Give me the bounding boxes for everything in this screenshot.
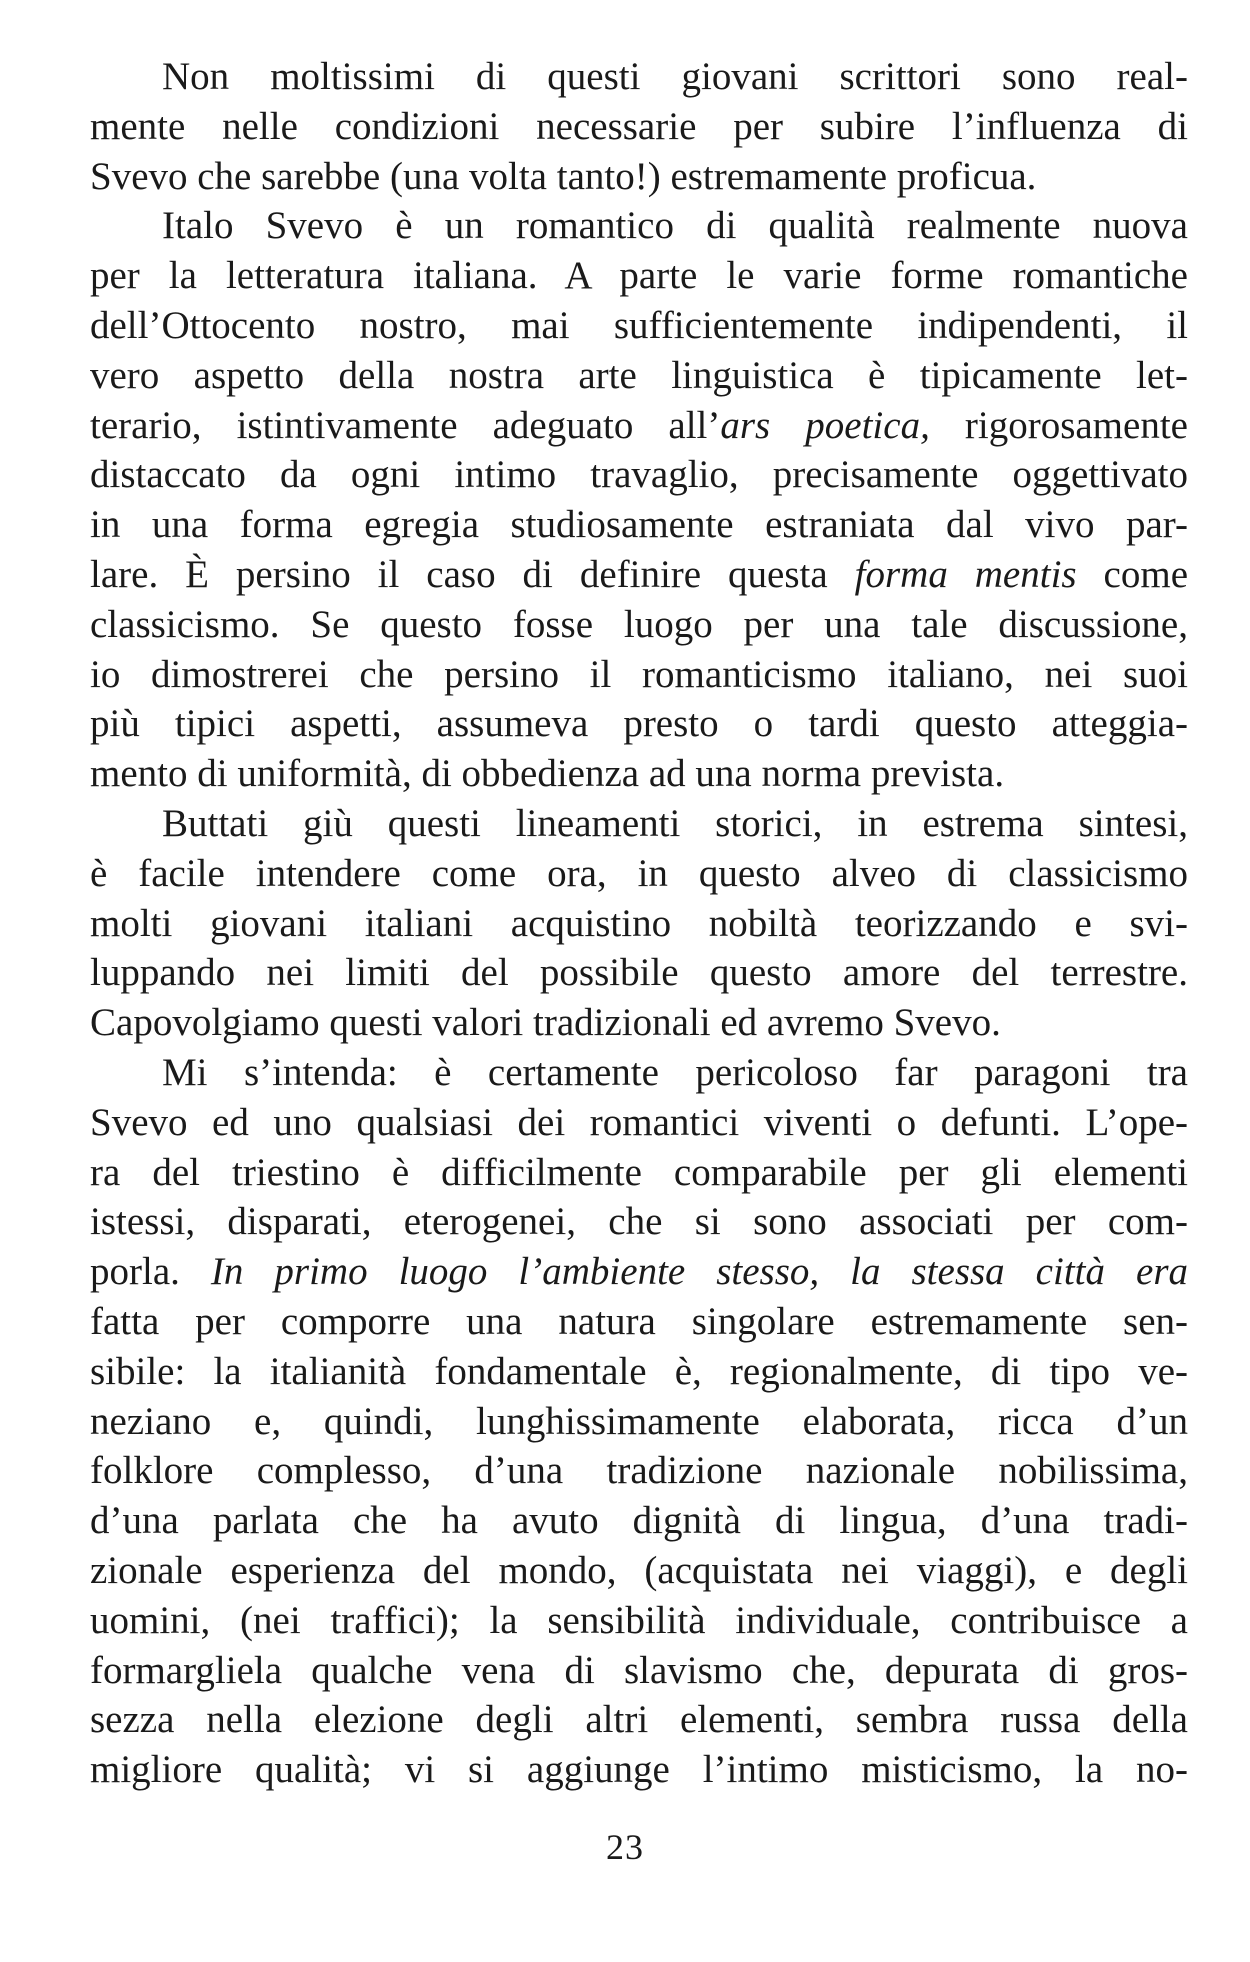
text-line: vero aspetto della nostra arte linguistica è tipicamente let- [90, 353, 1188, 397]
text-line: più tipici aspetti, assumeva presto o tardi questo atteggia- [90, 702, 1188, 746]
text-line: neziano e, quindi, lunghissimamente elaborata, ricca d’un [90, 1399, 1188, 1443]
text-line: molti giovani italiani acquistino nobiltà teorizzando e svi- [90, 901, 1188, 945]
text-line: Buttati giù questi lineamenti storici, in estrema sintesi, [162, 801, 1188, 845]
text-line: istessi, disparati, eterogenei, che si sono associati per com- [90, 1200, 1188, 1244]
text-line: Svevo che sarebbe (una volta tanto!) estremamente proficua. [90, 154, 1037, 198]
italic-phrase: forma mentis [854, 552, 1077, 596]
text-line: porla. In primo luogo l’ambiente stesso, la stessa città era [90, 1250, 1188, 1294]
text-line: Italo Svevo è un romantico di qualità realmente nuova [162, 204, 1188, 248]
text-line: sezza nella elezione degli altri elementi, sembra russa della [90, 1698, 1188, 1742]
text-line: classicismo. Se questo fosse luogo per una tale discussione, [90, 602, 1188, 646]
text-line: mento di uniformità, di obbedienza ad una norma prevista. [90, 752, 1005, 796]
text-line: distaccato da ogni intimo travaglio, precisamente oggettivato [90, 453, 1188, 497]
text-line: io dimostrerei che persino il romanticismo italiano, nei suoi [90, 652, 1188, 696]
text-line: per la letteratura italiana. A parte le varie forme romantiche [90, 254, 1188, 298]
body-text [90, 52, 1188, 1795]
text-line: formargliela qualche vena di slavismo che, depurata di gros- [90, 1648, 1188, 1692]
text-line: sibile: la italianità fondamentale è, regionalmente, di tipo ve- [90, 1349, 1188, 1393]
text-line: in una forma egregia studiosamente estraniata dal vivo par- [90, 503, 1188, 547]
page-number: 23 [606, 1827, 644, 1867]
text-line: mente nelle condizioni necessarie per subire l’influenza di [90, 104, 1188, 148]
text-line: Svevo ed uno qualsiasi dei romantici viventi o defunti. L’ope- [90, 1100, 1188, 1144]
text-line: terario, istintivamente adeguato all’ars poetica, rigorosamente [90, 403, 1188, 447]
text-line: dell’Ottocento nostro, mai sufficientemente indipendenti, il [90, 303, 1188, 347]
italic-phrase: ars poetica, [720, 403, 930, 447]
text-line: d’una parlata che ha avuto dignità di lingua, d’una tradi- [90, 1499, 1188, 1543]
text-line: Mi s’intenda: è certamente pericoloso far paragoni tra [162, 1050, 1188, 1094]
text-line: migliore qualità; vi si aggiunge l’intimo misticismo, la no- [90, 1748, 1188, 1792]
text-line: ra del triestino è difficilmente comparabile per gli elementi [90, 1150, 1188, 1194]
text-line: zionale esperienza del mondo, (acquistata nei viaggi), e degli [90, 1548, 1188, 1592]
text-line: uomini, (nei traffici); la sensibilità individuale, contribuisce a [90, 1598, 1188, 1642]
text-line: folklore complesso, d’una tradizione nazionale nobilissima, [90, 1449, 1188, 1493]
text-line: lare. È persino il caso di definire questa forma mentis come [90, 552, 1188, 596]
text-line: Non moltissimi di questi giovani scrittori sono real- [162, 55, 1188, 98]
italic-phrase: In primo luogo l’ambiente stesso, la stessa città era [210, 1250, 1188, 1294]
text-line: Capovolgiamo questi valori tradizionali ed avremo Svevo. [90, 1001, 1001, 1045]
text-line: è facile intendere come ora, in questo alveo di classicismo [90, 851, 1188, 895]
text-line: fatta per comporre una natura singolare estremamente sen- [90, 1299, 1188, 1343]
text-line: luppando nei limiti del possibile questo amore del terrestre. [90, 951, 1188, 995]
